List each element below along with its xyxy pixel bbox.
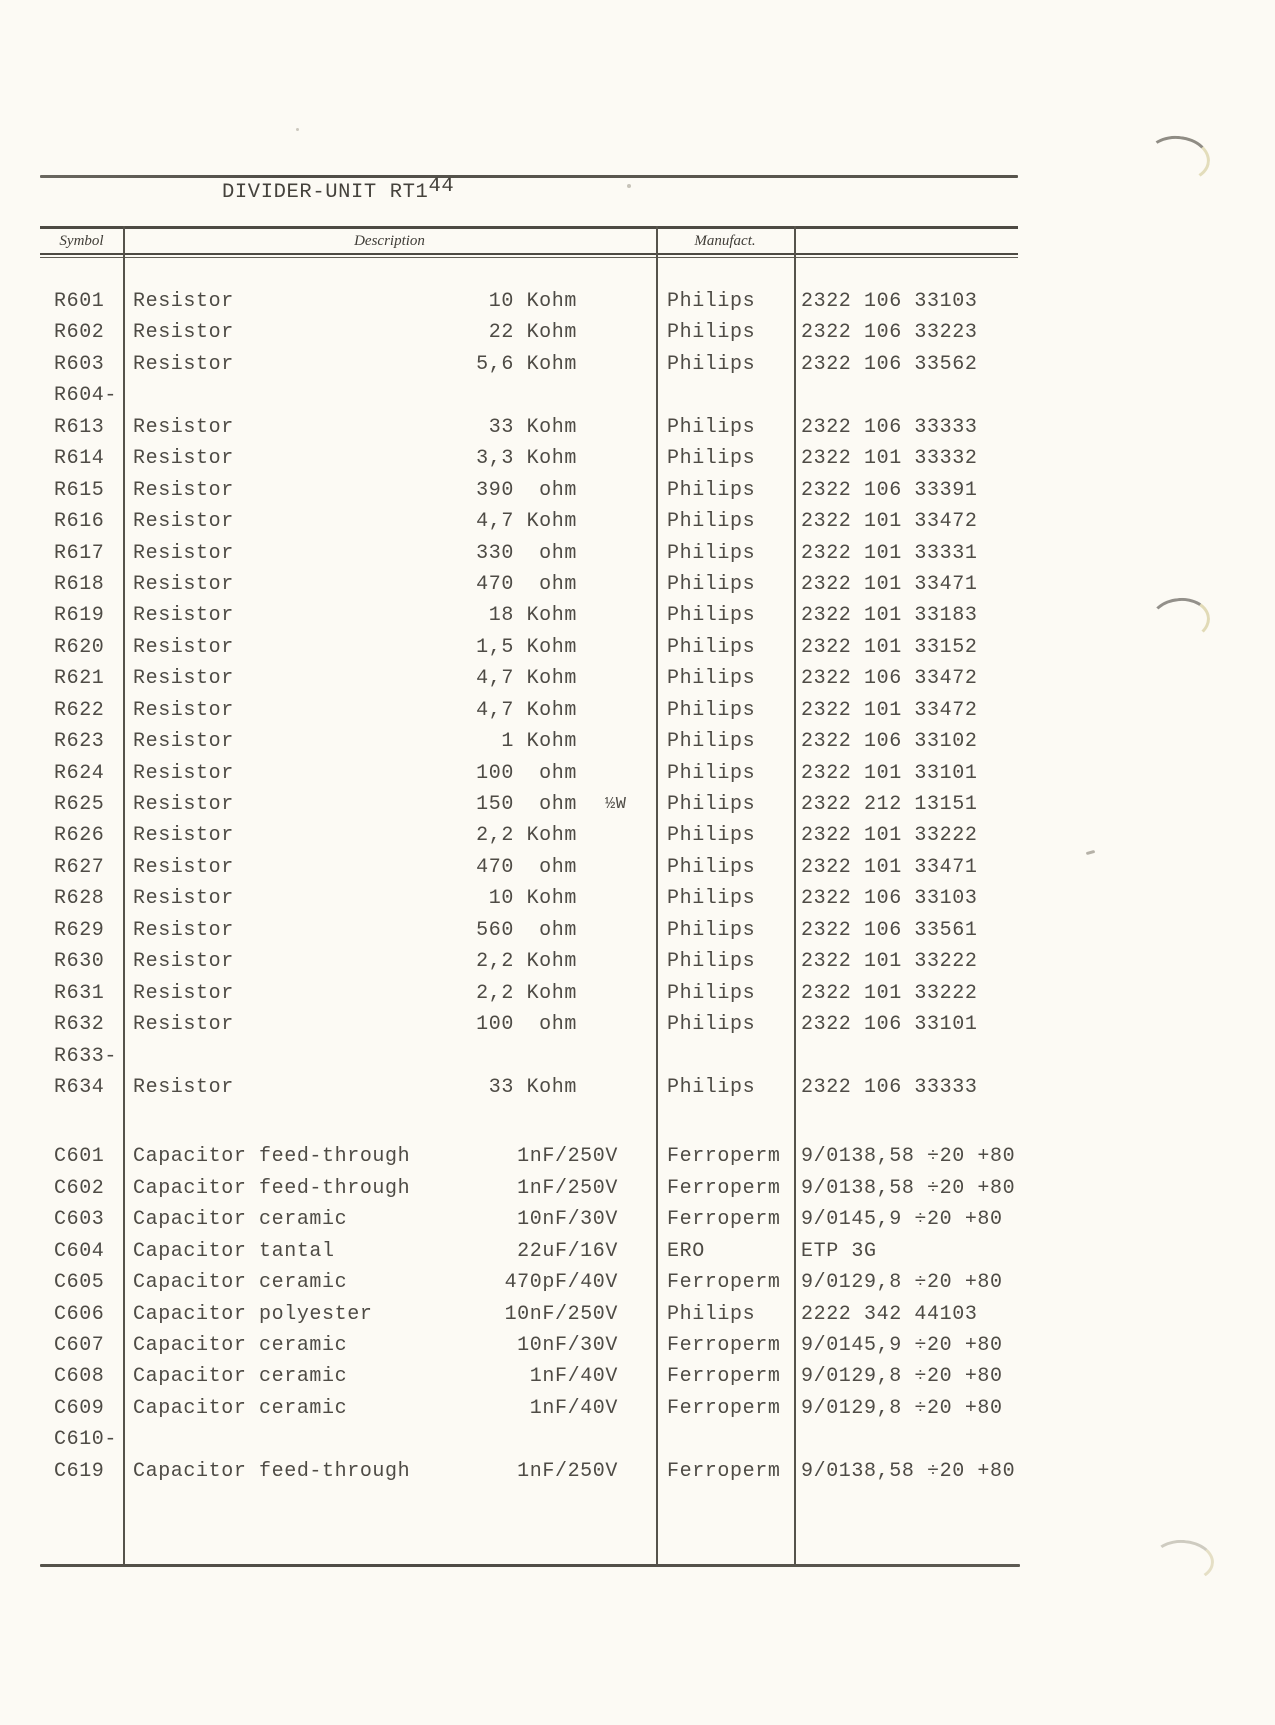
description-cell [123, 695, 656, 726]
part-number-cell: 2322 106 33103 [801, 290, 978, 313]
description-cell [123, 1009, 656, 1040]
manufacturer-cell: Philips [667, 1075, 756, 1099]
table-row [40, 443, 1025, 474]
description-cell [123, 506, 656, 537]
manufacturer-cell: Philips [667, 604, 756, 628]
description-cell [123, 1173, 656, 1204]
table-row [40, 1424, 1025, 1455]
description-cell [123, 1456, 656, 1487]
symbol-cell: R618 [54, 572, 105, 596]
symbol-cell: R624 [54, 761, 105, 785]
column-header-manufacturer: Manufact. [694, 232, 756, 249]
manufacturer-cell: Philips [667, 1013, 756, 1037]
component-name: Capacitor ceramic [133, 1271, 348, 1295]
symbol-cell: C605 [54, 1271, 105, 1295]
component-name: Resistor [133, 761, 234, 785]
symbol-cell: C603 [54, 1208, 105, 1232]
component-value: 4,7 Kohm [476, 667, 577, 691]
manufacturer-cell: Philips [667, 635, 756, 659]
part-number-cell: 2322 101 33471 [801, 572, 978, 596]
part-number-cell: 9/0138,58 ÷20 +80 [801, 1145, 1016, 1169]
symbol-cell: R619 [54, 604, 105, 628]
component-name: Resistor [133, 981, 234, 1005]
manufacturer-cell: Philips [667, 793, 756, 816]
symbol-cell: R602 [54, 321, 105, 345]
component-name: Capacitor feed-through [133, 1176, 411, 1200]
description-cell [123, 349, 656, 380]
part-number-cell: 2322 101 33472 [801, 698, 978, 722]
part-number-cell: 9/0129,8 ÷20 +80 [801, 1396, 1003, 1420]
component-value: 33 Kohm [476, 415, 577, 439]
component-name: Resistor [133, 730, 234, 754]
component-value: 10nF/250V [504, 1302, 618, 1326]
manufacturer-cell [656, 380, 794, 411]
table-row [40, 695, 1025, 726]
component-name: Resistor [133, 290, 234, 313]
part-number-cell: 2322 106 33101 [801, 1013, 978, 1037]
component-name: Resistor [133, 667, 234, 691]
description-cell [123, 443, 656, 474]
table-row [40, 538, 1025, 569]
component-name: Resistor [133, 635, 234, 659]
description-cell [123, 1141, 656, 1172]
part-number-cell [794, 1424, 1025, 1455]
component-value: 470 ohm [476, 855, 577, 879]
symbol-cell: R613 [54, 415, 105, 439]
top-rule [40, 175, 1018, 178]
symbol-cell: R631 [54, 981, 105, 1005]
manufacturer-cell: Philips [667, 855, 756, 879]
table-body [40, 259, 1025, 1487]
symbol-cell: R630 [54, 950, 105, 974]
part-number-cell: 2322 106 33562 [801, 352, 978, 376]
manufacturer-cell: Ferroperm [667, 1459, 781, 1483]
manufacturer-cell: Philips [667, 321, 756, 345]
component-value: 1nF/250V [517, 1145, 618, 1169]
table-header [40, 226, 1018, 255]
component-value: 1,5 Kohm [476, 635, 577, 659]
manufacturer-cell: Ferroperm [667, 1334, 781, 1357]
component-value: 2,2 Kohm [476, 981, 577, 1005]
component-value: 1nF/40V [529, 1365, 618, 1389]
symbol-cell: R629 [54, 918, 105, 942]
manufacturer-cell: Philips [667, 887, 756, 911]
component-name: Resistor [133, 1075, 234, 1099]
table-row [40, 569, 1025, 600]
part-number-cell: 2322 101 33222 [801, 981, 978, 1005]
table-row [40, 1299, 1025, 1330]
component-value: 33 Kohm [476, 1075, 577, 1099]
component-value: 5,6 Kohm [476, 352, 577, 376]
component-name: Resistor [133, 541, 234, 565]
page-title [222, 175, 455, 204]
part-number-cell [794, 380, 1025, 411]
manufacturer-cell: Philips [667, 824, 756, 848]
table-row [40, 915, 1025, 946]
component-name: Resistor [133, 855, 234, 879]
description-cell [123, 758, 656, 789]
component-value: 470pF/40V [504, 1271, 618, 1295]
table-row [40, 506, 1025, 537]
symbol-cell: C604 [54, 1239, 105, 1263]
symbol-cell: C606 [54, 1302, 105, 1326]
manufacturer-cell: Philips [667, 510, 756, 534]
symbol-cell: C608 [54, 1365, 105, 1389]
table-row [40, 317, 1025, 348]
table-row [40, 1072, 1025, 1103]
symbol-cell: R623 [54, 730, 105, 754]
symbol-cell: C602 [54, 1176, 105, 1200]
description-cell [123, 1361, 656, 1392]
page-title-superscript: 44 [428, 175, 455, 198]
component-name: Resistor [133, 510, 234, 534]
component-value: 560 ohm [476, 918, 577, 942]
manufacturer-cell [656, 1041, 794, 1072]
component-value: 1nF/40V [529, 1396, 618, 1420]
table-row [40, 1267, 1025, 1298]
component-value: 22uF/16V [517, 1239, 618, 1263]
manufacturer-cell [656, 1424, 794, 1455]
part-number-cell: 2322 101 33101 [801, 761, 978, 785]
table-row [40, 286, 1025, 317]
symbol-cell: R616 [54, 510, 105, 534]
component-name: Resistor [133, 824, 234, 848]
table-row [40, 1330, 1025, 1361]
table-row [40, 632, 1025, 663]
manufacturer-cell: Philips [667, 352, 756, 376]
scan-artifact-arc-middle [1148, 595, 1212, 644]
description-cell [123, 538, 656, 569]
table-row [40, 1361, 1025, 1392]
description-cell [123, 1267, 656, 1298]
component-name: Resistor [133, 887, 234, 911]
part-number-cell: 2322 101 33332 [801, 447, 978, 471]
symbol-cell: R614 [54, 447, 105, 471]
manufacturer-cell: Philips [667, 950, 756, 974]
manufacturer-cell: Philips [667, 667, 756, 691]
component-value: 3,3 Kohm [476, 447, 577, 471]
part-number-cell: 2222 342 44103 [801, 1302, 978, 1326]
table-row [40, 475, 1025, 506]
symbol-cell: R620 [54, 635, 105, 659]
symbol-cell: R632 [54, 1013, 105, 1037]
symbol-cell: R603 [54, 352, 105, 376]
component-value: 1 Kohm [476, 730, 577, 754]
component-value: 2,2 Kohm [476, 824, 577, 848]
symbol-cell: R625 [54, 793, 105, 816]
component-value: 100 ohm [476, 1013, 577, 1037]
table-row [40, 883, 1025, 914]
description-cell [123, 1299, 656, 1330]
manufacturer-cell: Philips [667, 541, 756, 565]
table-row [40, 1041, 1025, 1072]
scan-artifact-arc-top [1144, 133, 1212, 185]
component-name: Resistor [133, 478, 234, 502]
manufacturer-cell: Philips [667, 478, 756, 502]
component-name: Resistor [133, 447, 234, 471]
component-value: 1nF/250V [517, 1459, 618, 1483]
table-row [40, 1393, 1025, 1424]
bottom-rule [40, 1564, 1020, 1567]
part-number-cell: 2322 106 33561 [801, 918, 978, 942]
component-value: 470 ohm [476, 572, 577, 596]
component-name: Resistor [133, 572, 234, 596]
description-cell [123, 1072, 656, 1103]
part-number-cell: 2322 101 33472 [801, 510, 978, 534]
manufacturer-cell: Ferroperm [667, 1176, 781, 1200]
table-row [40, 1236, 1025, 1267]
component-value: 10nF/30V [517, 1334, 618, 1357]
description-cell [123, 1236, 656, 1267]
description-cell [123, 852, 656, 883]
description-cell [123, 632, 656, 663]
part-number-cell: 2322 101 33222 [801, 950, 978, 974]
component-name: Resistor [133, 1013, 234, 1037]
component-value: 390 ohm [476, 478, 577, 502]
component-name: Resistor [133, 698, 234, 722]
manufacturer-cell: Philips [667, 572, 756, 596]
part-number-cell: 9/0138,58 ÷20 +80 [801, 1459, 1016, 1483]
symbol-cell: R617 [54, 541, 105, 565]
component-value: 4,7 Kohm [476, 698, 577, 722]
section-gap [40, 1103, 1025, 1141]
description-cell [123, 286, 656, 317]
component-value: 330 ohm [476, 541, 577, 565]
page-title-main: DIVIDER-UNIT RT1 [222, 181, 429, 204]
manufacturer-cell: Philips [667, 290, 756, 313]
table-row [40, 978, 1025, 1009]
scan-artifact-speck [296, 128, 299, 131]
description-cell [123, 475, 656, 506]
component-value: 2,2 Kohm [476, 950, 577, 974]
description-cell [123, 946, 656, 977]
table-row [40, 600, 1025, 631]
description-cell [123, 569, 656, 600]
table-row [40, 820, 1025, 851]
component-value: 22 Kohm [476, 321, 577, 345]
component-name: Resistor [133, 604, 234, 628]
component-name: Capacitor tantal [133, 1239, 335, 1263]
part-number-cell: 2322 106 33472 [801, 667, 978, 691]
symbol-cell: R628 [54, 887, 105, 911]
table-row [40, 663, 1025, 694]
symbol-cell: R634 [54, 1075, 105, 1099]
symbol-cell: R633- [54, 1044, 118, 1068]
part-number-cell: 2322 101 33222 [801, 824, 978, 848]
component-name: Resistor [133, 918, 234, 942]
part-number-cell: 2322 212 13151 [801, 793, 978, 816]
manufacturer-cell: Ferroperm [667, 1145, 781, 1169]
table-row [40, 852, 1025, 883]
part-number-cell: 2322 106 33391 [801, 478, 978, 502]
scan-artifact-speck [627, 184, 631, 188]
component-value: 1nF/250V [517, 1176, 618, 1200]
description-cell [123, 789, 656, 820]
part-number-cell: 2322 106 33333 [801, 1075, 978, 1099]
description-cell [123, 820, 656, 851]
symbol-cell: C607 [54, 1334, 105, 1357]
component-name: Resistor [133, 793, 234, 816]
component-name: Capacitor feed-through [133, 1145, 411, 1169]
description-cell [123, 883, 656, 914]
manufacturer-cell: Ferroperm [667, 1208, 781, 1232]
table-row [40, 380, 1025, 411]
table-row [40, 1141, 1025, 1172]
component-value: 10 Kohm [476, 887, 577, 911]
part-number-cell: 2322 106 33103 [801, 887, 978, 911]
table-row [40, 349, 1025, 380]
symbol-cell: R615 [54, 478, 105, 502]
manufacturer-cell: Ferroperm [667, 1365, 781, 1389]
part-number-cell: 9/0129,8 ÷20 +80 [801, 1271, 1003, 1295]
manufacturer-cell: Philips [667, 415, 756, 439]
column-header-description: Description [354, 232, 425, 249]
symbol-cell: C610- [54, 1428, 118, 1452]
part-number-cell: 9/0138,58 ÷20 +80 [801, 1176, 1016, 1200]
symbol-cell: R604- [54, 384, 118, 408]
part-number-cell: 9/0145,9 ÷20 +80 [801, 1208, 1003, 1232]
symbol-cell: R621 [54, 667, 105, 691]
component-name: Resistor [133, 415, 234, 439]
description-cell [123, 1041, 656, 1072]
column-header-symbol: Symbol [59, 232, 104, 249]
part-number-cell: ETP 3G [801, 1239, 877, 1263]
description-cell [123, 726, 656, 757]
part-number-cell: 2322 106 33102 [801, 730, 978, 754]
table-row [40, 412, 1025, 443]
component-name: Capacitor ceramic [133, 1334, 348, 1357]
description-cell [123, 1204, 656, 1235]
description-cell [123, 1330, 656, 1361]
table-row [40, 1204, 1025, 1235]
symbol-cell: C619 [54, 1459, 105, 1483]
manufacturer-cell: Ferroperm [667, 1396, 781, 1420]
component-name: Capacitor feed-through [133, 1459, 411, 1483]
part-number-cell: 2322 101 33183 [801, 604, 978, 628]
component-name: Resistor [133, 321, 234, 345]
part-number-cell: 9/0145,9 ÷20 +80 [801, 1334, 1003, 1357]
table-row [40, 1456, 1025, 1487]
symbol-cell: C601 [54, 1145, 105, 1169]
part-number-cell: 9/0129,8 ÷20 +80 [801, 1365, 1003, 1389]
component-name: Resistor [133, 950, 234, 974]
part-number-cell: 2322 106 33333 [801, 415, 978, 439]
table-row [40, 726, 1025, 757]
component-name: Capacitor polyester [133, 1302, 373, 1326]
description-cell [123, 978, 656, 1009]
component-name: Resistor [133, 352, 234, 376]
manufacturer-cell: Philips [667, 761, 756, 785]
manufacturer-cell: ERO [667, 1239, 705, 1263]
table-row [40, 789, 1025, 820]
manufacturer-cell: Philips [667, 1302, 756, 1326]
manufacturer-cell: Philips [667, 730, 756, 754]
description-cell [123, 1424, 656, 1455]
component-value: 10 Kohm [476, 290, 577, 313]
part-number-cell: 2322 101 33152 [801, 635, 978, 659]
component-value: 18 Kohm [476, 604, 577, 628]
table-row [40, 1173, 1025, 1204]
description-cell [123, 663, 656, 694]
manufacturer-cell: Ferroperm [667, 1271, 781, 1295]
symbol-cell: C609 [54, 1396, 105, 1420]
component-value: 150 ohm [476, 793, 577, 816]
description-cell [123, 600, 656, 631]
description-cell [123, 1393, 656, 1424]
symbol-cell: R601 [54, 290, 105, 313]
symbol-cell: R627 [54, 855, 105, 879]
description-cell [123, 412, 656, 443]
component-value: 4,7 Kohm [476, 510, 577, 534]
table-row [40, 1009, 1025, 1040]
component-name: Capacitor ceramic [133, 1365, 348, 1389]
component-value-extra: ½W [605, 795, 627, 814]
component-value: 100 ohm [476, 761, 577, 785]
manufacturer-cell: Philips [667, 981, 756, 1005]
table-row [40, 946, 1025, 977]
component-name: Capacitor ceramic [133, 1396, 348, 1420]
manufacturer-cell: Philips [667, 918, 756, 942]
description-cell [123, 380, 656, 411]
description-cell [123, 915, 656, 946]
part-number-cell [794, 1041, 1025, 1072]
scan-artifact-speck [1086, 850, 1095, 855]
table-row [40, 758, 1025, 789]
component-value: 10nF/30V [517, 1208, 618, 1232]
symbol-cell: R622 [54, 698, 105, 722]
scan-artifact-arc-bottom [1151, 1538, 1216, 1584]
manufacturer-cell: Philips [667, 447, 756, 471]
part-number-cell: 2322 106 33223 [801, 321, 978, 345]
manufacturer-cell: Philips [667, 698, 756, 722]
component-name: Capacitor ceramic [133, 1208, 348, 1232]
part-number-cell: 2322 101 33471 [801, 855, 978, 879]
symbol-cell: R626 [54, 824, 105, 848]
part-number-cell: 2322 101 33331 [801, 541, 978, 565]
description-cell [123, 317, 656, 348]
